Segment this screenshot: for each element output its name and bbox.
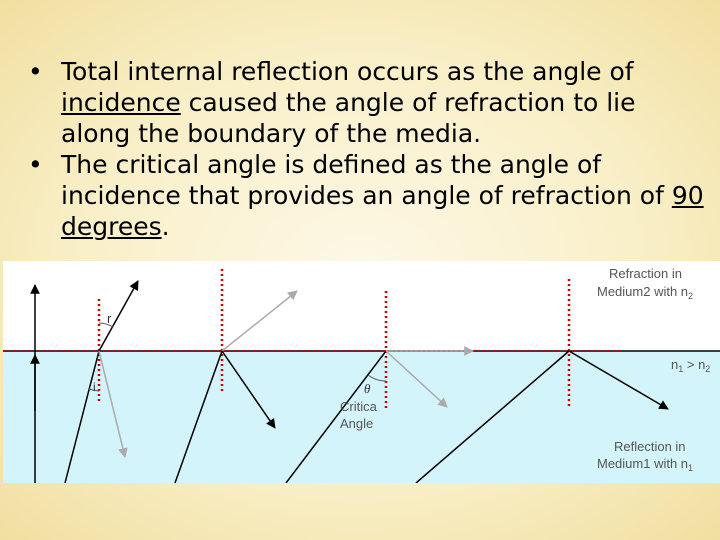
label-n2-subscript: 2	[705, 364, 711, 374]
bullet-text: The critical angle is defined as the angle of incidence that provides an angle of refraction of	[61, 150, 672, 210]
label-refraction-line1: Refraction in	[609, 266, 682, 281]
bullet-item	[28, 149, 708, 242]
bullet-dot: •	[28, 57, 43, 86]
incidence-link[interactable]: incidence	[61, 88, 181, 117]
label-n1-gt-n2	[671, 357, 710, 374]
degrees-link[interactable]: 90 degrees	[61, 181, 704, 241]
label-theta: θ	[364, 381, 371, 396]
bullet-text: caused the angle of refraction to lie along the boundary of the media.	[61, 88, 636, 148]
label-critical-line2: Angle	[340, 416, 374, 431]
label-critical-line1: Critica	[340, 399, 377, 414]
bullet-item	[28, 56, 708, 149]
total-internal-reflection-diagram	[3, 261, 720, 483]
label-reflection-text: Medium1 with n	[597, 456, 689, 471]
label-refraction-line2	[597, 284, 693, 301]
label-reflection-line1: Reflection in	[614, 439, 686, 454]
label-i: i	[93, 380, 96, 394]
label-reflection-line2	[597, 456, 693, 473]
bullet-text: .	[161, 212, 170, 241]
label-refraction-subscript: 2	[688, 291, 694, 301]
label-r: r	[107, 311, 112, 326]
bullet-dot: •	[28, 150, 43, 179]
label-n1: n	[671, 357, 679, 372]
bullet-text: Total internal reflection occurs as the angle of	[61, 57, 634, 86]
label-gt: > n	[683, 357, 706, 372]
label-n1-subscript: 1	[678, 364, 684, 374]
bullet-list	[28, 56, 708, 242]
label-refraction-text: Medium2 with n	[597, 284, 689, 299]
label-reflection-subscript: 1	[688, 463, 694, 473]
